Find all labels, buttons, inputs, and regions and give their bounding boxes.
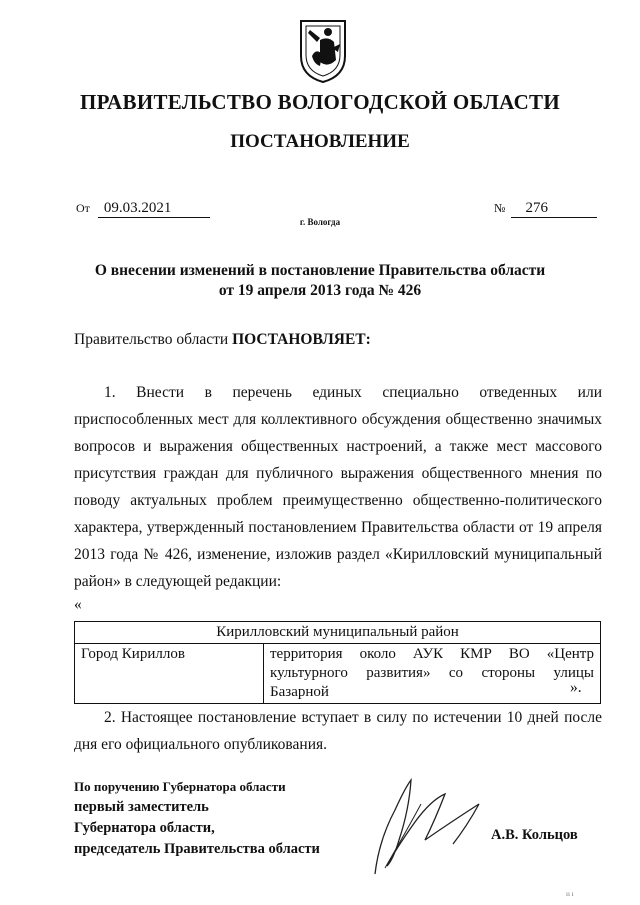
item-2-text: 2. Настоящее постановление вступает в силу по истечении 10 дней после дня его официального опубликования. (74, 709, 602, 753)
signatory-line-1: По поручению Губернатора области (74, 779, 286, 794)
signatory-line-4: председатель Правительства области (74, 841, 320, 857)
date-value: 09.03.2021 (98, 200, 210, 218)
item-2-paragraph (74, 704, 602, 758)
item-1-text: 1. Внести в перечень единых специально отведенных или приспособленных мест для коллективного обсуждения общественно значимых вопросов и выражения общественных настроений, а также мест массового присутствия граждан для публичного выражения общественного мнения по поводу актуальных проблем преимущественно общественно-политического характера, утвержденный постановлением Правительства области от 19 апреля 2013 года № 426, изменение, изложив раздел «Кирилловский муниципальный район» в следующей редакции: (74, 384, 602, 590)
city-label: г. Вологда (299, 217, 341, 227)
table-header-district: Кирилловский муниципальный район (75, 622, 601, 644)
footer-mark: ıı ı (566, 890, 574, 898)
number-prefix: № (494, 201, 506, 215)
quote-close-mark: ». (570, 679, 582, 696)
table-cell-description: территория около АУК КМР ВО «Центр культурного развития» со стороны улицы Базарной (264, 644, 601, 704)
preamble (74, 331, 371, 349)
quote-open-mark: « (74, 596, 82, 613)
government-title: ПРАВИТЕЛЬСТВО ВОЛОГОДСКОЙ ОБЛАСТИ (79, 90, 560, 114)
signatory-block (74, 776, 320, 860)
handwritten-signature (355, 770, 505, 880)
number-field (494, 199, 597, 218)
coat-of-arms-emblem (298, 18, 348, 84)
table-header-row (75, 622, 601, 644)
places-table (74, 621, 601, 704)
preamble-text: Правительство области (74, 331, 233, 348)
heading-line-1: О внесении изменений в постановление Правительства области (94, 262, 546, 279)
signer-name: А.В. Кольцов (491, 827, 578, 843)
heading-line-2: от 19 апреля 2013 года № 426 (218, 282, 422, 299)
table-cell-place: Город Кириллов (75, 644, 264, 704)
number-value: 276 (511, 200, 597, 218)
preamble-decree-word: ПОСТАНОВЛЯЕТ: (232, 331, 371, 348)
date-prefix: От (76, 201, 90, 215)
date-field (76, 199, 210, 218)
signatory-line-2: первый заместитель (74, 799, 209, 815)
signatory-line-3: Губернатора области, (74, 820, 215, 836)
document-type-title: ПОСТАНОВЛЕНИЕ (230, 131, 410, 152)
item-1-paragraph (74, 379, 602, 595)
table-row (75, 644, 601, 704)
document-heading (80, 261, 560, 301)
